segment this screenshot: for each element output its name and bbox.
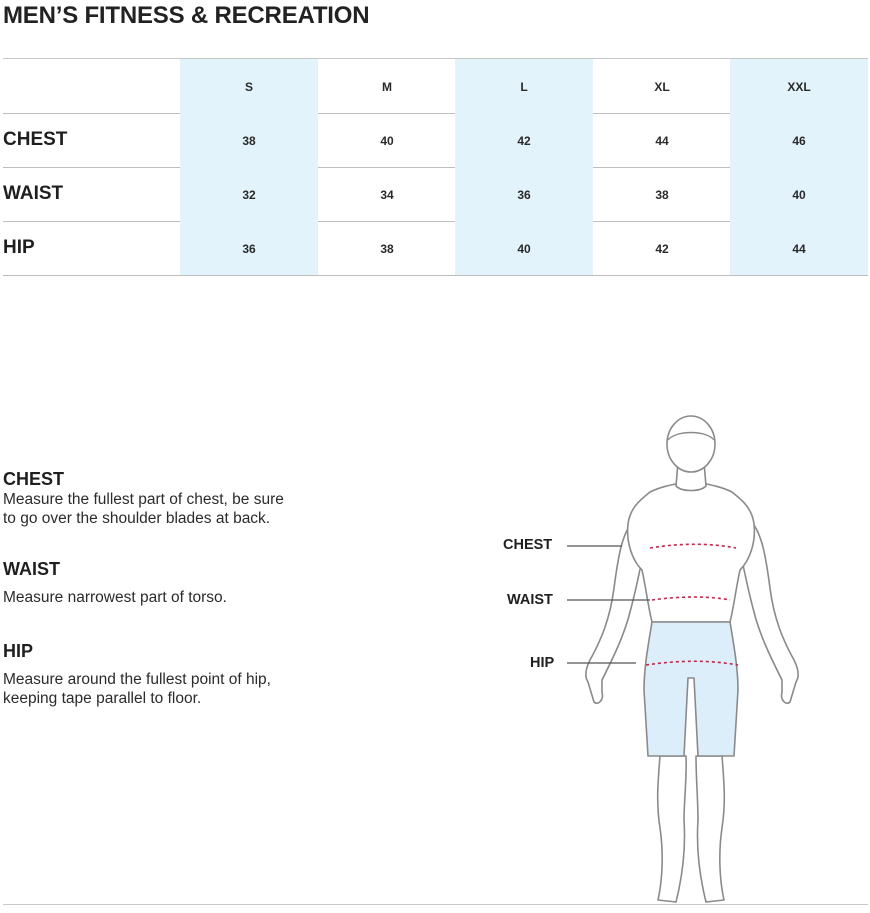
right-leg [696,756,724,902]
page-title: MEN’S FITNESS & RECREATION [3,2,370,29]
torso [628,482,755,622]
guide-heading-hip: HIP [3,641,34,661]
guide-text-line: Measure around the fullest point of hip, [3,671,271,688]
left-leg [658,756,687,902]
figure-label-waist: WAIST [507,592,553,608]
table-cell: 36 [455,167,593,221]
size-chart-table [3,58,868,275]
row-label-hip: HIP [3,237,35,258]
guide-text-line: Measure narrowest part of torso. [3,589,227,606]
guide-text-line: Measure the fullest part of chest, be sure [3,491,284,508]
table-cell: 46 [730,113,868,167]
table-cell: 34 [380,188,394,202]
guide-heading-waist: WAIST [3,559,60,579]
table-cell: 40 [380,134,394,148]
table-cell: 44 [730,221,868,275]
figure-label-chest: CHEST [503,537,553,553]
guide-heading-chest: CHEST [3,469,65,489]
table-cell: 32 [180,167,318,221]
table-cell: 44 [655,134,669,148]
head [667,416,715,472]
table-cell: 42 [655,242,669,256]
size-header-s: S [180,59,318,113]
size-header-xl: XL [654,80,670,94]
table-row-waist [3,167,868,222]
table-cell: 38 [180,113,318,167]
body-measurement-figure [490,410,870,910]
row-label-chest: CHEST [3,129,68,150]
table-cell: 42 [455,113,593,167]
bottom-divider [3,904,868,905]
shorts [644,622,738,756]
guide-text-line: to go over the shoulder blades at back. [3,510,271,527]
guide-waist [3,559,227,607]
table-header-row [3,59,868,114]
guide-text-line: keeping tape parallel to floor. [3,690,202,707]
table-cell: 36 [180,221,318,275]
guide-hip [3,641,271,708]
table-cell: 38 [655,188,669,202]
size-header-l: L [455,59,593,113]
guide-chest [3,469,284,528]
figure-label-hip: HIP [530,655,555,671]
table-cell: 40 [730,167,868,221]
size-header-m: M [382,80,392,94]
size-header-xxl: XXL [730,59,868,113]
table-row-hip [3,221,868,276]
table-cell: 38 [380,242,394,256]
table-row-chest [3,113,868,168]
table-cell: 40 [455,221,593,275]
row-label-waist: WAIST [3,183,64,204]
